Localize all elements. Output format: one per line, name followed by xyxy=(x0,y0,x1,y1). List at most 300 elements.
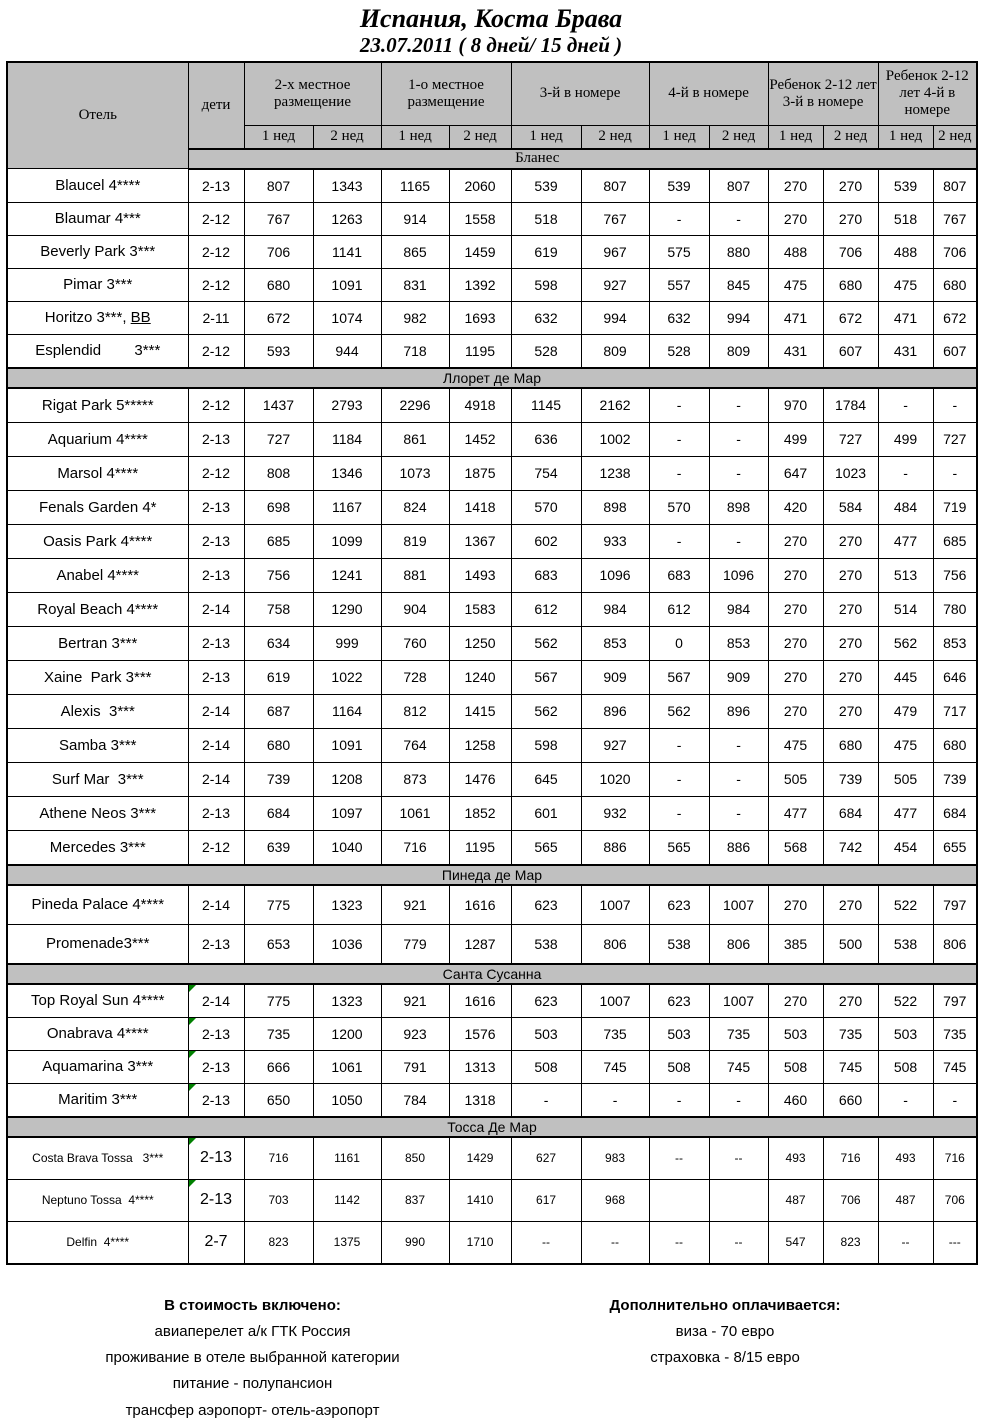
children-range: 2-13 xyxy=(188,1137,244,1180)
children-range: 2-14 xyxy=(188,762,244,796)
price-cell: 647 xyxy=(768,456,823,490)
price-cell: 607 xyxy=(933,334,977,368)
price-cell: 270 xyxy=(768,984,823,1018)
table-row xyxy=(7,830,977,865)
price-cell: 636 xyxy=(511,422,581,456)
price-cell: - xyxy=(709,388,768,423)
price-cell: 1410 xyxy=(449,1179,511,1221)
price-cell: 612 xyxy=(649,592,709,626)
price-cell: 1238 xyxy=(581,456,649,490)
children-range: 2-13 xyxy=(188,490,244,524)
price-cell: - xyxy=(709,422,768,456)
price-cell: 739 xyxy=(933,762,977,796)
price-cell: 921 xyxy=(381,984,449,1018)
price-cell: 745 xyxy=(709,1050,768,1083)
children-range: 2-12 xyxy=(188,456,244,490)
table-row xyxy=(7,1179,977,1221)
price-cell: 797 xyxy=(933,885,977,925)
price-cell: - xyxy=(709,796,768,830)
price-cell: 716 xyxy=(933,1137,977,1180)
price-cell: 1576 xyxy=(449,1017,511,1050)
price-cell: 431 xyxy=(768,334,823,368)
price-cell: 270 xyxy=(768,660,823,694)
price-cell: 650 xyxy=(244,1083,313,1117)
price-cell: 1418 xyxy=(449,490,511,524)
price-cell: 565 xyxy=(511,830,581,865)
price-cell: 831 xyxy=(381,268,449,301)
hotel-name: Top Royal Sun 4**** xyxy=(7,984,188,1018)
price-cell: 760 xyxy=(381,626,449,660)
children-range: 2-14 xyxy=(188,728,244,762)
price-cell: 1061 xyxy=(313,1050,381,1083)
price-cell: 727 xyxy=(823,422,878,456)
table-row xyxy=(7,762,977,796)
price-cell: - xyxy=(649,728,709,762)
price-cell: 684 xyxy=(244,796,313,830)
price-cell: 1240 xyxy=(449,660,511,694)
price-cell: 646 xyxy=(933,660,977,694)
price-cell: 1875 xyxy=(449,456,511,490)
price-cell: -- xyxy=(649,1221,709,1264)
hotel-name: Neptuno Tossa 4**** xyxy=(7,1179,188,1221)
price-cell: 672 xyxy=(933,301,977,334)
price-cell: 0 xyxy=(649,626,709,660)
price-cell: 745 xyxy=(933,1050,977,1083)
price-cell: 823 xyxy=(244,1221,313,1264)
section-title: Санта Сусанна xyxy=(7,964,977,984)
price-cell: 619 xyxy=(244,660,313,694)
price-cell: 505 xyxy=(768,762,823,796)
extra-pay-title: Дополнительно оплачивается: xyxy=(609,1296,841,1314)
price-cell: 538 xyxy=(878,924,933,964)
price-cell: 270 xyxy=(823,202,878,235)
price-cell: 880 xyxy=(709,235,768,268)
price-cell: 1195 xyxy=(449,830,511,865)
hotel-name: Oasis Park 4**** xyxy=(7,524,188,558)
green-corner-marker xyxy=(189,1084,196,1091)
price-cell: 728 xyxy=(381,660,449,694)
table-row xyxy=(7,728,977,762)
price-cell: 927 xyxy=(581,268,649,301)
table-row xyxy=(7,334,977,368)
price-cell: 1558 xyxy=(449,202,511,235)
price-cell: 528 xyxy=(649,334,709,368)
price-cell: 487 xyxy=(878,1179,933,1221)
extra-pay-item: страховка - 8/15 евро xyxy=(650,1349,800,1367)
price-cell: 990 xyxy=(381,1221,449,1264)
price-cell: 1097 xyxy=(313,796,381,830)
price-cell: 488 xyxy=(768,235,823,268)
price-cell: 837 xyxy=(381,1179,449,1221)
price-cell: 927 xyxy=(581,728,649,762)
table-row xyxy=(7,388,977,423)
price-cell: 4918 xyxy=(449,388,511,423)
price-cell: - xyxy=(709,1083,768,1117)
price-cell: 1195 xyxy=(449,334,511,368)
price-cell: 719 xyxy=(933,490,977,524)
price-cell: 1040 xyxy=(313,830,381,865)
price-cell: 1096 xyxy=(709,558,768,592)
price-cell: 739 xyxy=(244,762,313,796)
price-cell: 791 xyxy=(381,1050,449,1083)
price-cell: - xyxy=(649,796,709,830)
price-cell: 493 xyxy=(768,1137,823,1180)
price-cell: 716 xyxy=(823,1137,878,1180)
children-range: 2-13 xyxy=(188,1179,244,1221)
section-header xyxy=(7,1117,977,1137)
price-cell: 685 xyxy=(933,524,977,558)
price-cell: 735 xyxy=(709,1017,768,1050)
price-cell: 1020 xyxy=(581,762,649,796)
price-cell: 999 xyxy=(313,626,381,660)
price-cell: 431 xyxy=(878,334,933,368)
price-cell: 1784 xyxy=(823,388,878,423)
price-cell: 477 xyxy=(878,796,933,830)
price-cell: 764 xyxy=(381,728,449,762)
price-cell: 1145 xyxy=(511,388,581,423)
week-header: 2 нед xyxy=(823,125,878,149)
price-cell: 598 xyxy=(511,268,581,301)
price-cell: 727 xyxy=(244,422,313,456)
price-cell: 602 xyxy=(511,524,581,558)
price-cell: 2296 xyxy=(381,388,449,423)
price-cell: 775 xyxy=(244,885,313,925)
price-cell: 970 xyxy=(768,388,823,423)
price-cell: 982 xyxy=(381,301,449,334)
table-row xyxy=(7,235,977,268)
table-row xyxy=(7,524,977,558)
price-cell: 1452 xyxy=(449,422,511,456)
price-cell: 823 xyxy=(823,1221,878,1264)
price-cell: 1036 xyxy=(313,924,381,964)
price-cell: 706 xyxy=(823,1179,878,1221)
price-cell: 505 xyxy=(878,762,933,796)
price-cell: 627 xyxy=(511,1137,581,1180)
price-cell: 508 xyxy=(511,1050,581,1083)
price-cell: 454 xyxy=(878,830,933,865)
table-row xyxy=(7,885,977,925)
price-cell: 909 xyxy=(581,660,649,694)
price-cell: 873 xyxy=(381,762,449,796)
price-cell: 445 xyxy=(878,660,933,694)
price-cell: 471 xyxy=(768,301,823,334)
price-cell: 809 xyxy=(581,334,649,368)
price-cell: 562 xyxy=(649,694,709,728)
group-header-single: 1-о местное размещение xyxy=(381,62,511,126)
price-cell: 562 xyxy=(511,694,581,728)
price-cell: 270 xyxy=(823,885,878,925)
price-cell: 1050 xyxy=(313,1083,381,1117)
price-cell: 806 xyxy=(933,924,977,964)
included-item: питание - полупансион xyxy=(172,1375,333,1393)
price-cell: 1142 xyxy=(313,1179,381,1221)
price-cell: 562 xyxy=(511,626,581,660)
children-range: 2-14 xyxy=(188,984,244,1018)
price-cell: 735 xyxy=(933,1017,977,1050)
price-cell: 706 xyxy=(823,235,878,268)
price-cell: - xyxy=(649,456,709,490)
green-corner-marker xyxy=(189,1138,196,1145)
hotel-name: Athene Neos 3*** xyxy=(7,796,188,830)
price-cell: 933 xyxy=(581,524,649,558)
hotel-name: Anabel 4**** xyxy=(7,558,188,592)
price-cell: 547 xyxy=(768,1221,823,1264)
price-cell: 684 xyxy=(933,796,977,830)
green-corner-marker xyxy=(189,1018,196,1025)
price-cell: -- xyxy=(878,1221,933,1264)
table-row xyxy=(7,660,977,694)
included-block xyxy=(0,1293,505,1424)
green-corner-marker xyxy=(189,1051,196,1058)
included-item: проживание в отеле выбранной категории xyxy=(105,1349,400,1367)
table-row xyxy=(7,169,977,203)
price-cell: 623 xyxy=(511,885,581,925)
children-range: 2-12 xyxy=(188,268,244,301)
price-cell: 680 xyxy=(823,728,878,762)
price-cell: 865 xyxy=(381,235,449,268)
children-range: 2-13 xyxy=(188,660,244,694)
children-range: 2-12 xyxy=(188,388,244,423)
table-row xyxy=(7,592,977,626)
price-cell: 784 xyxy=(381,1083,449,1117)
price-cell: 475 xyxy=(768,268,823,301)
price-cell: 522 xyxy=(878,984,933,1018)
price-cell: -- xyxy=(649,1137,709,1180)
children-range: 2-7 xyxy=(188,1221,244,1264)
price-cell: 1096 xyxy=(581,558,649,592)
price-cell: 680 xyxy=(244,728,313,762)
price-cell: 653 xyxy=(244,924,313,964)
price-cell: 717 xyxy=(933,694,977,728)
price-cell: 904 xyxy=(381,592,449,626)
price-cell: 680 xyxy=(244,268,313,301)
price-cell: 1318 xyxy=(449,1083,511,1117)
price-cell: 1375 xyxy=(313,1221,381,1264)
price-cell: 270 xyxy=(768,885,823,925)
price-cell: - xyxy=(878,456,933,490)
price-cell: 1287 xyxy=(449,924,511,964)
price-cell: 685 xyxy=(244,524,313,558)
price-cell: 493 xyxy=(878,1137,933,1180)
price-cell: - xyxy=(878,1083,933,1117)
price-cell: 886 xyxy=(581,830,649,865)
price-cell: - xyxy=(581,1083,649,1117)
hotel-name: Esplendid 3*** xyxy=(7,334,188,368)
price-cell: - xyxy=(933,1083,977,1117)
hotel-name: Onabrava 4**** xyxy=(7,1017,188,1050)
price-cell: 538 xyxy=(511,924,581,964)
hotel-name: Surf Mar 3*** xyxy=(7,762,188,796)
table-row xyxy=(7,796,977,830)
table-row xyxy=(7,456,977,490)
price-cell: 861 xyxy=(381,422,449,456)
table-row xyxy=(7,1083,977,1117)
price-cell: 898 xyxy=(581,490,649,524)
price-cell: 1415 xyxy=(449,694,511,728)
price-cell: 632 xyxy=(511,301,581,334)
section-title: Тосса Де Мар xyxy=(7,1117,977,1137)
price-cell: 568 xyxy=(768,830,823,865)
price-cell: 853 xyxy=(581,626,649,660)
price-cell: 735 xyxy=(581,1017,649,1050)
price-cell: 539 xyxy=(878,169,933,203)
price-cell: 1429 xyxy=(449,1137,511,1180)
price-cell: -- xyxy=(511,1221,581,1264)
price-cell: 499 xyxy=(768,422,823,456)
price-cell: 758 xyxy=(244,592,313,626)
price-cell: 477 xyxy=(878,524,933,558)
price-table xyxy=(6,61,978,1265)
extra-pay-item: виза - 70 евро xyxy=(675,1322,775,1340)
price-cell: 909 xyxy=(709,660,768,694)
price-cell: 932 xyxy=(581,796,649,830)
price-cell: -- xyxy=(709,1137,768,1180)
price-cell: 672 xyxy=(244,301,313,334)
price-cell: 994 xyxy=(709,301,768,334)
price-cell: 522 xyxy=(878,885,933,925)
table-row xyxy=(7,1221,977,1264)
price-cell xyxy=(649,1179,709,1221)
price-cell: 634 xyxy=(244,626,313,660)
price-cell: 1141 xyxy=(313,235,381,268)
price-cell: 503 xyxy=(649,1017,709,1050)
table-row xyxy=(7,924,977,964)
hotel-name: Marsol 4**** xyxy=(7,456,188,490)
price-cell: 479 xyxy=(878,694,933,728)
price-cell: 612 xyxy=(511,592,581,626)
section-header xyxy=(7,865,977,885)
price-cell: 807 xyxy=(244,169,313,203)
price-cell: 807 xyxy=(709,169,768,203)
price-cell: 680 xyxy=(823,268,878,301)
price-cell: 812 xyxy=(381,694,449,728)
children-range: 2-12 xyxy=(188,235,244,268)
price-cell: 539 xyxy=(649,169,709,203)
table-row xyxy=(7,694,977,728)
price-cell: 1290 xyxy=(313,592,381,626)
price-cell: 716 xyxy=(244,1137,313,1180)
price-cell: 617 xyxy=(511,1179,581,1221)
price-cell: 1091 xyxy=(313,268,381,301)
price-cell: 739 xyxy=(823,762,878,796)
price-cell: 742 xyxy=(823,830,878,865)
price-cell: 270 xyxy=(823,984,878,1018)
table-row xyxy=(7,301,977,334)
hotel-name: Royal Beach 4**** xyxy=(7,592,188,626)
price-cell: 1208 xyxy=(313,762,381,796)
children-range: 2-14 xyxy=(188,885,244,925)
price-cell: 270 xyxy=(823,592,878,626)
price-cell: 488 xyxy=(878,235,933,268)
table-row xyxy=(7,422,977,456)
section-title: Ллорет де Мар xyxy=(7,368,977,388)
price-cell: 270 xyxy=(768,592,823,626)
price-cell: 1852 xyxy=(449,796,511,830)
hotel-name: Costa Brava Tossa 3*** xyxy=(7,1137,188,1180)
included-title: В стоимость включено: xyxy=(164,1296,341,1314)
table-row xyxy=(7,984,977,1018)
price-cell: 503 xyxy=(878,1017,933,1050)
hotel-name: Fenals Garden 4* xyxy=(7,490,188,524)
price-cell: 270 xyxy=(823,524,878,558)
table-row xyxy=(7,202,977,235)
price-cell: 1023 xyxy=(823,456,878,490)
price-cell: 921 xyxy=(381,885,449,925)
price-cell xyxy=(709,1179,768,1221)
price-cell: 607 xyxy=(823,334,878,368)
price-cell: 270 xyxy=(823,169,878,203)
page-title: Испания, Коста Брава xyxy=(359,4,623,33)
price-cell: 808 xyxy=(244,456,313,490)
price-cell: 1184 xyxy=(313,422,381,456)
page-subtitle: 23.07.2011 ( 8 дней/ 15 дней ) xyxy=(359,32,623,57)
price-cell: 756 xyxy=(244,558,313,592)
children-range: 2-14 xyxy=(188,694,244,728)
price-cell: 270 xyxy=(768,524,823,558)
footer xyxy=(0,1293,982,1424)
children-range: 2-13 xyxy=(188,796,244,830)
children-range: 2-12 xyxy=(188,334,244,368)
week-header: 2 нед xyxy=(933,125,977,149)
children-range: 2-11 xyxy=(188,301,244,334)
price-cell: 735 xyxy=(823,1017,878,1050)
price-cell: 745 xyxy=(581,1050,649,1083)
green-corner-marker xyxy=(189,985,196,992)
price-cell: 767 xyxy=(244,202,313,235)
group-header-third: 3-й в номере xyxy=(511,62,649,126)
price-cell: 593 xyxy=(244,334,313,368)
price-cell: 680 xyxy=(933,268,977,301)
table-row xyxy=(7,558,977,592)
price-cell: 499 xyxy=(878,422,933,456)
price-cell: 270 xyxy=(823,558,878,592)
hotel-name: Bertran 3*** xyxy=(7,626,188,660)
price-cell: - xyxy=(649,422,709,456)
section-header xyxy=(7,368,977,388)
price-cell: 1002 xyxy=(581,422,649,456)
price-cell: 562 xyxy=(878,626,933,660)
included-item: трансфер аэропорт- отель-аэропорт xyxy=(125,1401,380,1419)
price-cell: 1165 xyxy=(381,169,449,203)
price-cell: 270 xyxy=(823,694,878,728)
price-cell: 881 xyxy=(381,558,449,592)
price-cell: 1583 xyxy=(449,592,511,626)
price-cell: 1200 xyxy=(313,1017,381,1050)
price-cell: 623 xyxy=(511,984,581,1018)
price-cell: 570 xyxy=(649,490,709,524)
price-cell: 1392 xyxy=(449,268,511,301)
price-cell: 270 xyxy=(823,660,878,694)
price-cell: 503 xyxy=(511,1017,581,1050)
price-cell: 775 xyxy=(244,984,313,1018)
group-header-fourth: 4-й в номере xyxy=(649,62,768,126)
group-header-double: 2-х местное размещение xyxy=(244,62,381,126)
price-cell: 270 xyxy=(768,202,823,235)
table-row xyxy=(7,1017,977,1050)
price-cell: - xyxy=(511,1083,581,1117)
price-cell: 487 xyxy=(768,1179,823,1221)
section-title: Бланес xyxy=(188,149,977,169)
children-column-header: дети xyxy=(188,62,244,149)
children-range: 2-13 xyxy=(188,626,244,660)
price-cell: 270 xyxy=(768,558,823,592)
price-cell: 270 xyxy=(768,694,823,728)
hotel-name: Horitzo 3***, BB xyxy=(7,301,188,334)
price-cell: 1161 xyxy=(313,1137,381,1180)
hotel-name: Blaucel 4**** xyxy=(7,169,188,203)
price-cell: 735 xyxy=(244,1017,313,1050)
price-cell: 1616 xyxy=(449,885,511,925)
